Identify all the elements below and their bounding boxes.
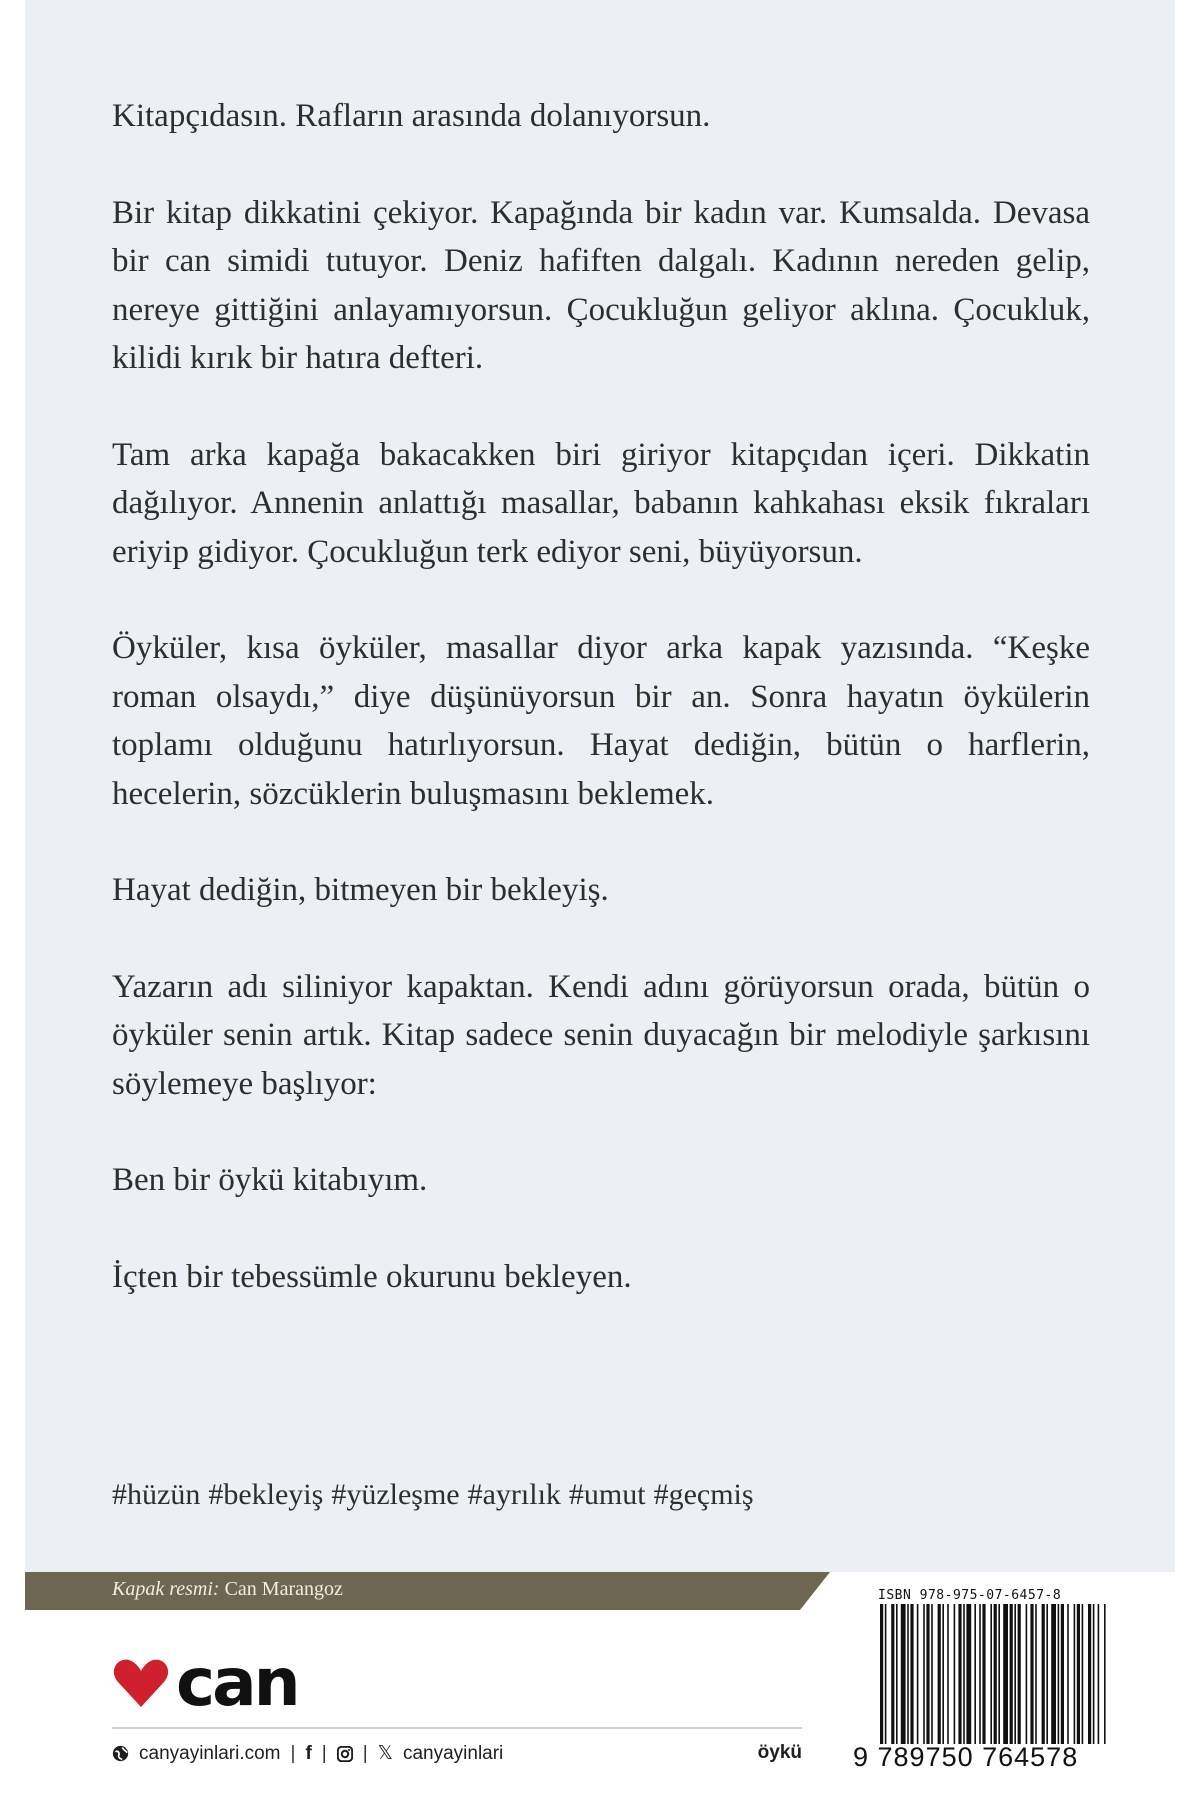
barcode-bar [901, 1604, 906, 1744]
hashtag-list [112, 1478, 762, 1512]
barcode-bar [926, 1604, 929, 1744]
barcode-bar [1088, 1604, 1091, 1744]
barcode-bar [923, 1604, 925, 1744]
paragraph: Tam arka kapağa bakacakken biri giriyor kitapçıdan içeri. Dikkatin dağılıyor. Annenin anlattığı masallar, babanın kahkahası eksik fıkraları eriyip gidiyor. Çocukluğun terk ediyor seni, büyüyorsun. [112, 436, 1090, 570]
barcode-bar [1082, 1604, 1084, 1744]
website-link[interactable]: canyayinlari.com [139, 1742, 281, 1764]
barcode-bar [1093, 1604, 1095, 1744]
blurb-text [112, 92, 1090, 1349]
credit-label: Kapak resmi: [112, 1578, 220, 1600]
barcode-bar [885, 1604, 887, 1744]
barcode-bar [1067, 1604, 1069, 1744]
barcode-bar [1061, 1604, 1064, 1744]
barcode-bar [982, 1604, 985, 1744]
facebook-icon[interactable]: f [305, 1742, 312, 1764]
instagram-icon[interactable] [337, 1746, 353, 1762]
barcode-bar [1042, 1604, 1045, 1744]
logo-wordmark: can [176, 1644, 298, 1721]
barcode-bar [1003, 1604, 1008, 1744]
barcode-bar [1035, 1604, 1037, 1744]
footer [112, 1742, 802, 1772]
hashtag: #yüzleşme [331, 1478, 460, 1511]
barcode-bar [1018, 1604, 1021, 1744]
hashtag: #geçmiş [653, 1478, 754, 1511]
barcode-bar [979, 1604, 981, 1744]
barcode-bar [896, 1604, 898, 1744]
barcode-bar [931, 1604, 933, 1744]
barcode-bar [942, 1604, 944, 1744]
cover-text-area [25, 0, 1175, 1572]
hashtag: #umut [568, 1478, 646, 1511]
globe-icon [112, 1745, 129, 1762]
cover-credit [112, 1578, 343, 1601]
barcode-bar [1077, 1604, 1080, 1744]
barcode-bar [954, 1604, 956, 1744]
barcode-number: 9 789750 764578 [853, 1742, 1079, 1772]
barcode-bar [1026, 1604, 1028, 1744]
barcode-bar [907, 1604, 909, 1744]
barcode-bar [1058, 1604, 1060, 1744]
barcode-bar [994, 1604, 997, 1744]
hashtag: #hüzün [112, 1478, 201, 1511]
barcode-bar [880, 1604, 883, 1744]
paragraph: Yazarın adı siliniyor kapaktan. Kendi adını görüyorsun orada, bütün o öyküler senin artık. Kitap sadece senin duyacağın bir melodiyle şarkısını söylemeye başlıyor: [112, 968, 1090, 1102]
barcode-bar [1098, 1604, 1100, 1744]
barcode-bar [998, 1604, 1000, 1744]
social-handle[interactable]: canyayinlari [402, 1742, 504, 1764]
barcode-bar [938, 1604, 941, 1744]
barcode-bar [963, 1604, 965, 1744]
barcode-bar [1051, 1604, 1056, 1744]
hashtag: #ayrılık [467, 1478, 561, 1511]
divider [112, 1727, 802, 1729]
publisher-logo [112, 1644, 298, 1721]
barcode-bar [1104, 1604, 1106, 1744]
barcode-bar [1010, 1604, 1013, 1744]
barcode-bar [966, 1604, 971, 1744]
barcode-bar [1030, 1604, 1033, 1744]
credit-name: Can Marangoz [224, 1578, 343, 1600]
barcode [878, 1604, 1106, 1744]
isbn-label: ISBN 978-975-07-6457-8 [878, 1588, 1062, 1603]
back-cover [25, 0, 1175, 1800]
barcode-bar [958, 1604, 961, 1744]
social-links [112, 1742, 503, 1765]
barcode-bar [891, 1604, 894, 1744]
separator: | [362, 1742, 368, 1764]
paragraph: Hayat dediğin, bitmeyen bir bekleyiş. [112, 872, 609, 908]
barcode-bar [910, 1604, 913, 1744]
paragraph: Öyküler, kısa öyküler, masallar diyor arka kapak yazısında. “Keşke roman olsaydı,” diye düşünüyorsun bir an. Sonra hayatın öykülerin toplamı olduğunu hatırlıyorsun. Hayat dediğin, bütün o harflerin, hecelerin, sözcüklerin buluşmasını beklemek. [112, 630, 1090, 812]
barcode-bar [990, 1604, 992, 1744]
barcode-bar [1074, 1604, 1076, 1744]
heart-icon [112, 1657, 170, 1709]
x-icon[interactable]: 𝕏 [377, 1743, 393, 1764]
separator: | [321, 1742, 327, 1764]
paragraph: İçten bir tebessümle okurunu bekleyen. [112, 1258, 632, 1295]
barcode-bar [974, 1604, 976, 1744]
barcode-bar [1014, 1604, 1016, 1744]
barcode-bar [1046, 1604, 1048, 1744]
paragraph: Bir kitap dikkatini çekiyor. Kapağında bir kadın var. Kumsalda. Devasa bir can simidi tutuyor. Deniz hafiften dalgalı. Kadının nereden gelip, nereye gittiğini anlayamıyorsun. Çocukluğun geliyor aklına. Çocukluk, kilidi kırık bir hatıra defteri. [112, 194, 1090, 376]
separator: | [290, 1742, 296, 1764]
barcode-bar [947, 1604, 949, 1744]
hashtag: #bekleyiş [208, 1478, 324, 1511]
paragraph: Ben bir öykü kitabıyım. [112, 1162, 428, 1198]
barcode-bar [917, 1604, 919, 1744]
paragraph: Kitapçıdasın. Rafların arasında dolanıyorsun. [112, 98, 711, 134]
genre-label: öykü [757, 1742, 802, 1763]
